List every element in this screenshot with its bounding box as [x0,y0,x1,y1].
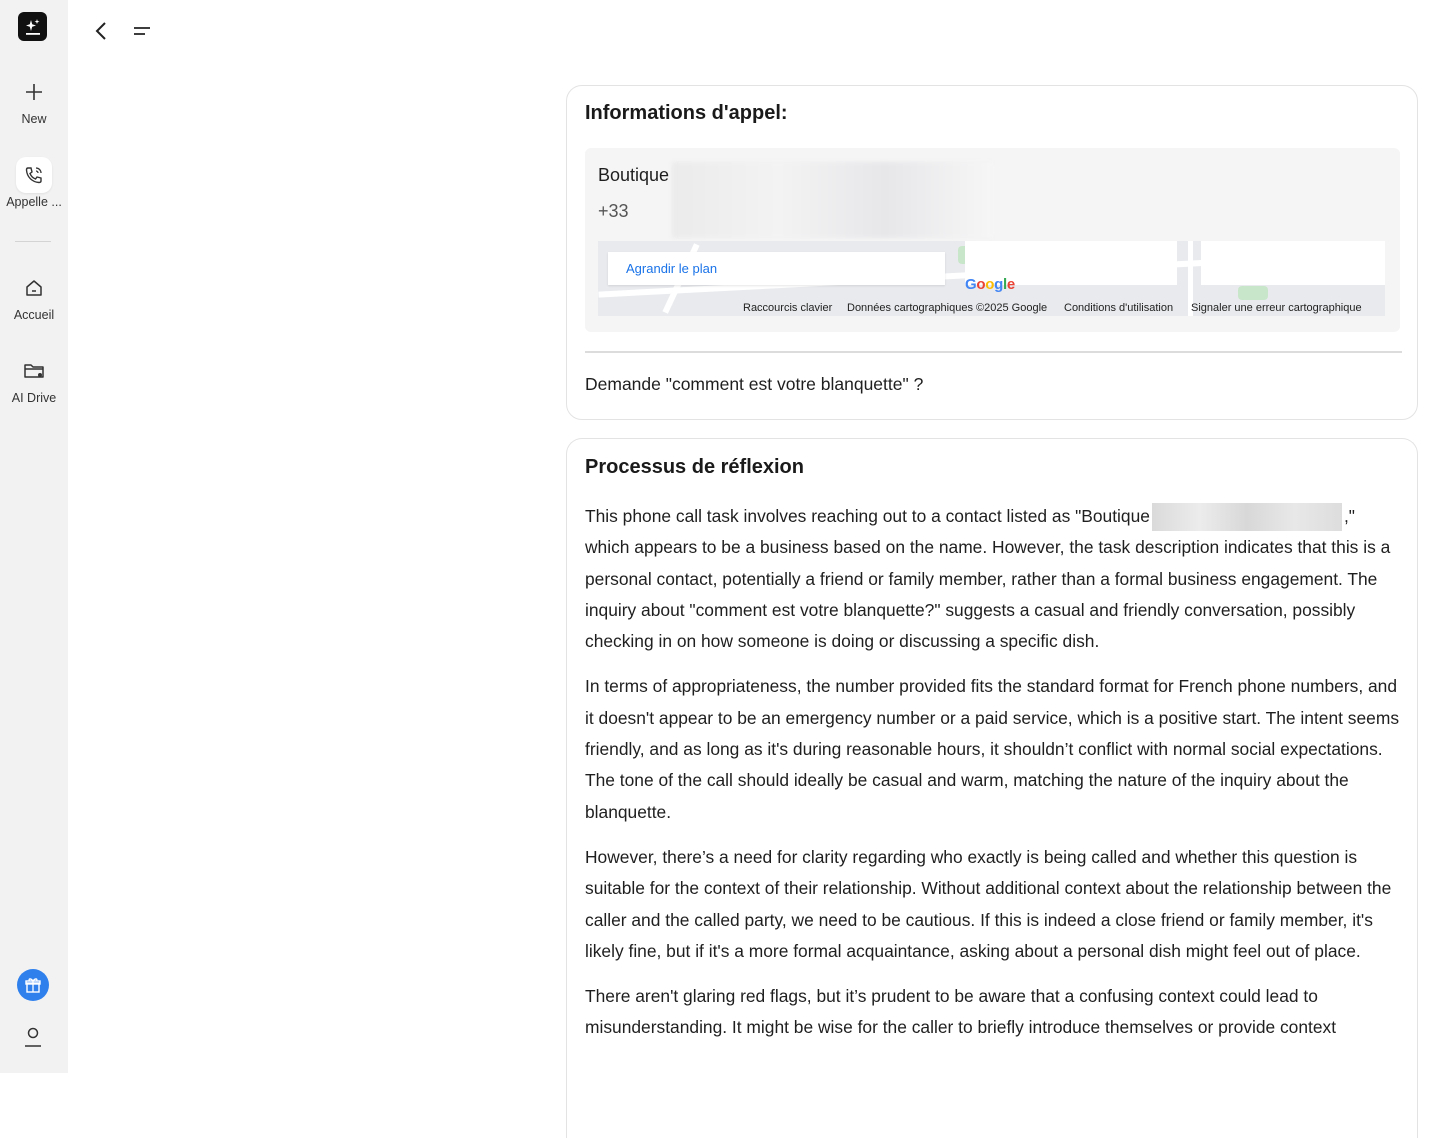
map-data-attribution: Données cartographiques ©2025 Google [847,302,1048,314]
reasoning-card [566,438,1418,1138]
google-logo: Google [965,276,1015,293]
redacted-name [1152,503,1342,531]
contact-name: Boutique [598,165,670,185]
home-label: Accueil [13,308,55,322]
folder-icon [16,353,52,389]
menu-toggle-button[interactable] [129,18,155,44]
call-task-button[interactable] [0,157,68,209]
reasoning-text [585,501,1401,1058]
sidebar-divider [15,241,51,242]
sidebar-item-ai-drive[interactable] [0,353,68,405]
new-label: New [21,112,47,126]
back-button[interactable] [88,18,114,44]
sidebar-item-home[interactable] [0,270,68,322]
reasoning-paragraph [585,501,1401,657]
menu-icon [132,24,152,38]
call-task-label: Appelle ... [6,195,62,209]
call-info-title: Informations d'appel: [585,102,788,124]
redacted-contact-details [672,162,992,238]
keyboard-shortcuts-link[interactable]: Raccourcis clavier [743,302,833,314]
call-question: Demande "comment est votre blanquette" ? [585,374,924,394]
map-footer [598,299,1385,316]
reasoning-paragraph: In terms of appropriateness, the number provided fits the standard format for French phone numbers, and it doesn't appear to be an emergency number or a paid service, which is a positive start. The intent seems friendly, and as long as it's during reasonable hours, it shouldn’t conflict with normal social expectations. The tone of the call should ideally be casual and warm, matching the nature of the inquiry about the blanquette. [585,676,1400,822]
ai-drive-label: AI Drive [11,391,57,405]
plus-icon [16,74,52,110]
call-info-card [566,85,1418,420]
new-button[interactable] [0,74,68,126]
gift-button[interactable] [17,969,49,1001]
sidebar [0,0,68,1073]
location-map[interactable] [598,241,1385,316]
chevron-left-icon [94,21,108,41]
enlarge-map-link[interactable]: Agrandir le plan [608,252,945,285]
section-divider [585,351,1402,353]
home-icon [16,270,52,306]
gift-icon [24,976,42,994]
contact-phone: +33 [598,201,629,221]
phone-call-icon [16,157,52,193]
reasoning-paragraph: However, there’s a need for clarity regarding who exactly is being called and whether this question is suitable for the context of their relationship. Without additional context about the relationship between the caller and the called party, we need to be cautious. If this is indeed a close friend or family member, it's likely fine, but if it's a more formal acquaintance, asking about a personal dish might feel out of place. [585,846,1392,961]
terms-link[interactable]: Conditions d'utilisation [1064,302,1174,314]
contact-info-box [585,148,1400,332]
report-map-error-link[interactable]: Signaler une erreur cartographique [1191,302,1362,314]
reasoning-title: Processus de réflexion [585,456,804,478]
reasoning-paragraph: There aren't glaring red flags, but it’s prudent to be aware that a confusing context could lead to misunderstanding. It might be wise for the caller to briefly introduce themselves or provide context [585,986,1337,1038]
reasoning-text-part: This phone call task involves reaching out to a contact listed as "Boutique [585,506,1150,526]
reasoning-text-part: ," which appears to be a business based on the name. However, the task description indicates that this is a personal contact, potentially a friend or family member, rather than a formal business engagement. The inquiry about "comment est votre blanquette?" suggests a casual and friendly conversation, possibly checking in on how someone is doing or discussing a specific dish. [585,506,1391,652]
app-logo-icon[interactable] [18,12,47,41]
user-profile-icon[interactable] [22,1024,44,1050]
